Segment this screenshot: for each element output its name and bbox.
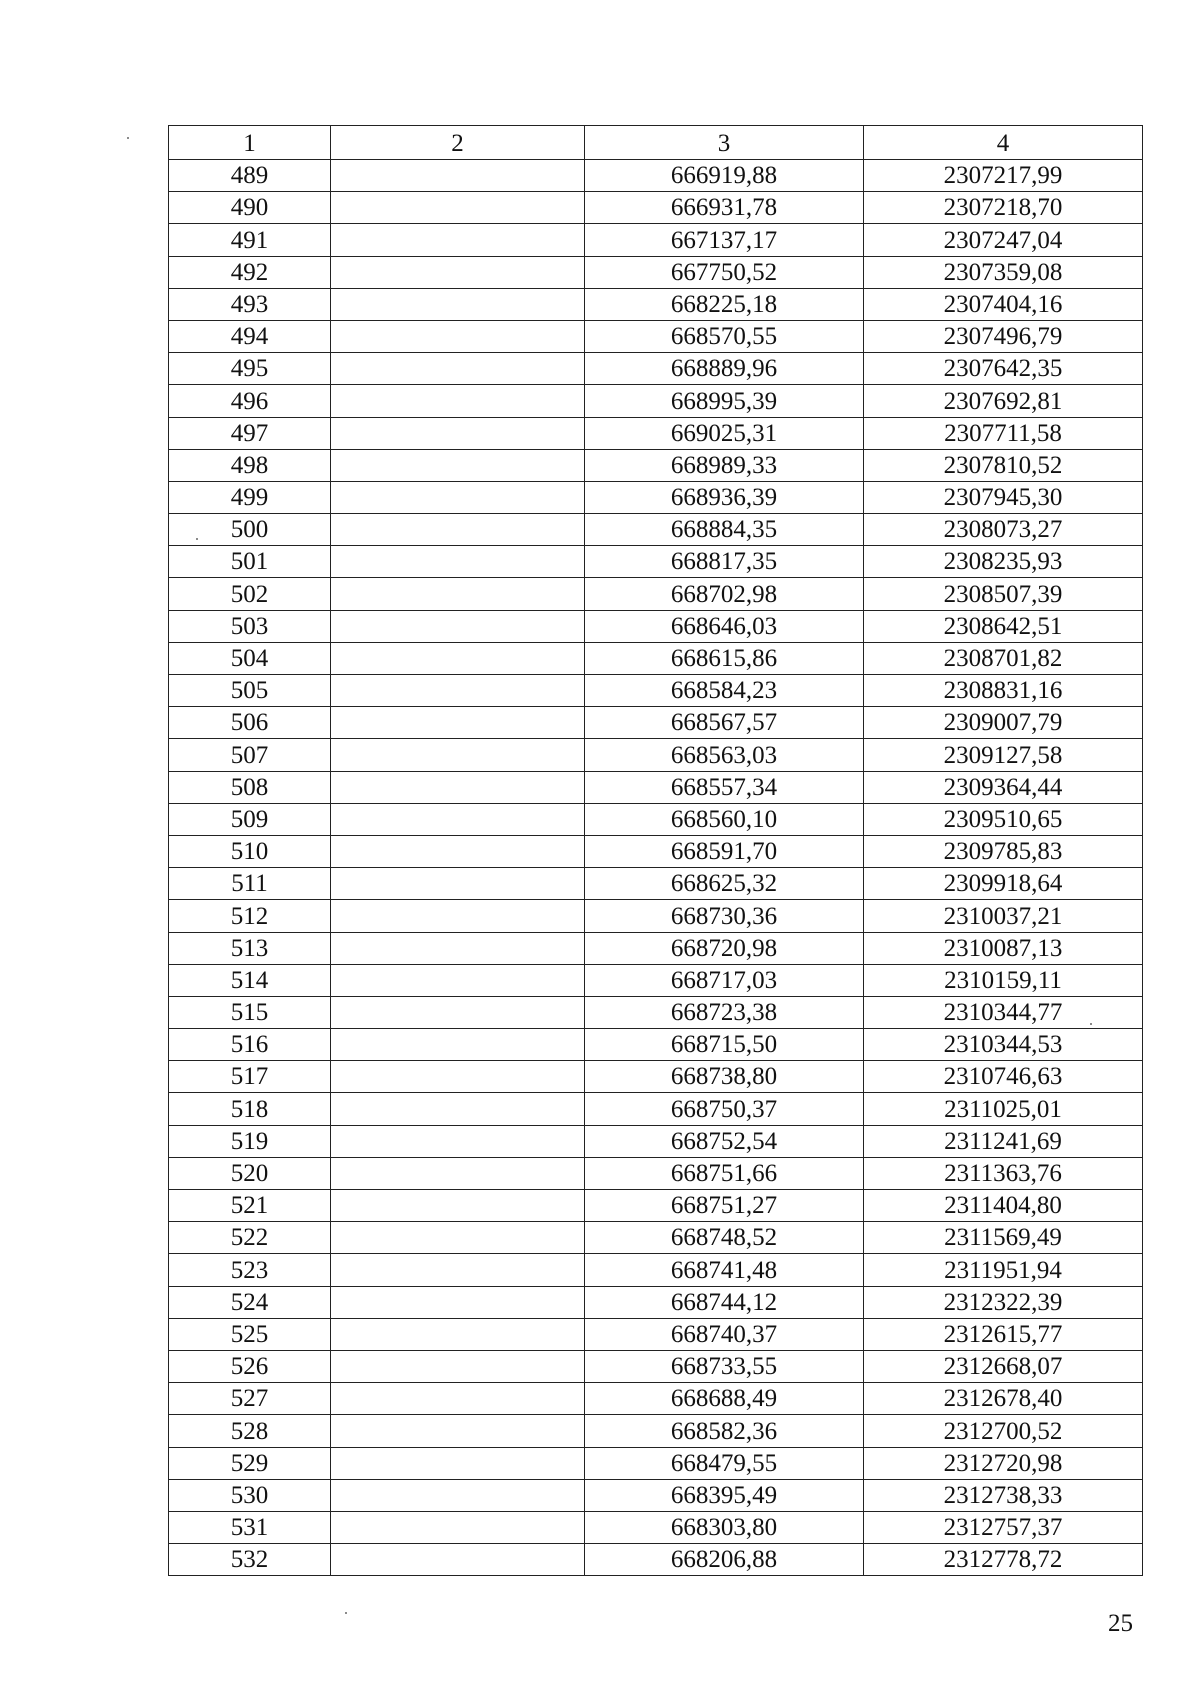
point-number-cell: 517 xyxy=(169,1061,331,1093)
y-coordinate-cell: 2312678,40 xyxy=(864,1383,1143,1415)
column-2-cell xyxy=(331,1093,585,1125)
table-row xyxy=(169,1383,1143,1415)
point-number-cell: 493 xyxy=(169,288,331,320)
column-2-cell xyxy=(331,1511,585,1543)
column-2-cell xyxy=(331,803,585,835)
table-row xyxy=(169,610,1143,642)
table-row xyxy=(169,803,1143,835)
point-number-cell: 499 xyxy=(169,481,331,513)
column-2-cell xyxy=(331,385,585,417)
point-number-cell: 521 xyxy=(169,1190,331,1222)
x-coordinate-cell: 668730,36 xyxy=(585,900,864,932)
y-coordinate-cell: 2311363,76 xyxy=(864,1157,1143,1189)
column-2-cell xyxy=(331,1479,585,1511)
point-number-cell: 494 xyxy=(169,320,331,352)
column-2-cell xyxy=(331,642,585,674)
x-coordinate-cell: 668479,55 xyxy=(585,1447,864,1479)
column-2-cell xyxy=(331,1286,585,1318)
x-coordinate-cell: 668395,49 xyxy=(585,1479,864,1511)
y-coordinate-cell: 2312322,39 xyxy=(864,1286,1143,1318)
table-row xyxy=(169,900,1143,932)
point-number-cell: 489 xyxy=(169,160,331,192)
point-number-cell: 509 xyxy=(169,803,331,835)
column-2-cell xyxy=(331,320,585,352)
x-coordinate-cell: 668889,96 xyxy=(585,353,864,385)
y-coordinate-cell: 2307642,35 xyxy=(864,353,1143,385)
table-row xyxy=(169,1061,1143,1093)
y-coordinate-cell: 2309918,64 xyxy=(864,868,1143,900)
column-header-4: 4 xyxy=(864,126,1143,160)
point-number-cell: 525 xyxy=(169,1318,331,1350)
column-2-cell xyxy=(331,1157,585,1189)
y-coordinate-cell: 2308073,27 xyxy=(864,514,1143,546)
x-coordinate-cell: 668751,27 xyxy=(585,1190,864,1222)
table-row xyxy=(169,385,1143,417)
point-number-cell: 496 xyxy=(169,385,331,417)
table-row xyxy=(169,1190,1143,1222)
table-row xyxy=(169,707,1143,739)
table-row xyxy=(169,1286,1143,1318)
scan-speck xyxy=(1090,1023,1092,1025)
column-2-cell xyxy=(331,675,585,707)
page-number: 25 xyxy=(1108,1610,1133,1637)
table-row xyxy=(169,192,1143,224)
y-coordinate-cell: 2310159,11 xyxy=(864,964,1143,996)
table-row xyxy=(169,1318,1143,1350)
point-number-cell: 512 xyxy=(169,900,331,932)
table-row xyxy=(169,1157,1143,1189)
table-row xyxy=(169,1029,1143,1061)
point-number-cell: 513 xyxy=(169,932,331,964)
x-coordinate-cell: 669025,31 xyxy=(585,417,864,449)
column-2-cell xyxy=(331,1350,585,1382)
column-2-cell xyxy=(331,739,585,771)
point-number-cell: 498 xyxy=(169,449,331,481)
table-row xyxy=(169,1350,1143,1382)
y-coordinate-cell: 2307217,99 xyxy=(864,160,1143,192)
column-2-cell xyxy=(331,996,585,1028)
y-coordinate-cell: 2310344,77 xyxy=(864,996,1143,1028)
table-row xyxy=(169,1125,1143,1157)
x-coordinate-cell: 668733,55 xyxy=(585,1350,864,1382)
scan-speck xyxy=(345,1612,347,1614)
table-row xyxy=(169,771,1143,803)
x-coordinate-cell: 668752,54 xyxy=(585,1125,864,1157)
x-coordinate-cell: 668995,39 xyxy=(585,385,864,417)
y-coordinate-cell: 2312720,98 xyxy=(864,1447,1143,1479)
x-coordinate-cell: 668717,03 xyxy=(585,964,864,996)
point-number-cell: 532 xyxy=(169,1544,331,1576)
y-coordinate-cell: 2309510,65 xyxy=(864,803,1143,835)
x-coordinate-cell: 668738,80 xyxy=(585,1061,864,1093)
column-2-cell xyxy=(331,224,585,256)
point-number-cell: 500 xyxy=(169,514,331,546)
x-coordinate-cell: 668740,37 xyxy=(585,1318,864,1350)
column-2-cell xyxy=(331,900,585,932)
x-coordinate-cell: 668817,35 xyxy=(585,546,864,578)
table-header-row xyxy=(169,126,1143,160)
column-2-cell xyxy=(331,449,585,481)
column-header-3: 3 xyxy=(585,126,864,160)
x-coordinate-cell: 668723,38 xyxy=(585,996,864,1028)
table-row xyxy=(169,1479,1143,1511)
x-coordinate-cell: 668989,33 xyxy=(585,449,864,481)
y-coordinate-cell: 2307404,16 xyxy=(864,288,1143,320)
column-2-cell xyxy=(331,192,585,224)
column-2-cell xyxy=(331,835,585,867)
table-body xyxy=(169,160,1143,1576)
y-coordinate-cell: 2308507,39 xyxy=(864,578,1143,610)
y-coordinate-cell: 2307692,81 xyxy=(864,385,1143,417)
point-number-cell: 515 xyxy=(169,996,331,1028)
point-number-cell: 503 xyxy=(169,610,331,642)
x-coordinate-cell: 668702,98 xyxy=(585,578,864,610)
column-2-cell xyxy=(331,707,585,739)
y-coordinate-cell: 2310746,63 xyxy=(864,1061,1143,1093)
x-coordinate-cell: 666919,88 xyxy=(585,160,864,192)
point-number-cell: 516 xyxy=(169,1029,331,1061)
y-coordinate-cell: 2307711,58 xyxy=(864,417,1143,449)
x-coordinate-cell: 668936,39 xyxy=(585,481,864,513)
column-2-cell xyxy=(331,1029,585,1061)
point-number-cell: 495 xyxy=(169,353,331,385)
x-coordinate-cell: 668748,52 xyxy=(585,1222,864,1254)
column-2-cell xyxy=(331,932,585,964)
column-2-cell xyxy=(331,1544,585,1576)
table-row xyxy=(169,224,1143,256)
x-coordinate-cell: 668303,80 xyxy=(585,1511,864,1543)
y-coordinate-cell: 2307945,30 xyxy=(864,481,1143,513)
table-row xyxy=(169,256,1143,288)
point-number-cell: 491 xyxy=(169,224,331,256)
point-number-cell: 531 xyxy=(169,1511,331,1543)
x-coordinate-cell: 668741,48 xyxy=(585,1254,864,1286)
table-row xyxy=(169,1447,1143,1479)
column-2-cell xyxy=(331,481,585,513)
point-number-cell: 507 xyxy=(169,739,331,771)
column-2-cell xyxy=(331,256,585,288)
y-coordinate-cell: 2312615,77 xyxy=(864,1318,1143,1350)
point-number-cell: 527 xyxy=(169,1383,331,1415)
y-coordinate-cell: 2309364,44 xyxy=(864,771,1143,803)
y-coordinate-cell: 2307496,79 xyxy=(864,320,1143,352)
column-2-cell xyxy=(331,771,585,803)
table-row xyxy=(169,1511,1143,1543)
x-coordinate-cell: 667750,52 xyxy=(585,256,864,288)
x-coordinate-cell: 668570,55 xyxy=(585,320,864,352)
x-coordinate-cell: 668557,34 xyxy=(585,771,864,803)
x-coordinate-cell: 668591,70 xyxy=(585,835,864,867)
y-coordinate-cell: 2307359,08 xyxy=(864,256,1143,288)
x-coordinate-cell: 668625,32 xyxy=(585,868,864,900)
column-2-cell xyxy=(331,1125,585,1157)
x-coordinate-cell: 668584,23 xyxy=(585,675,864,707)
column-2-cell xyxy=(331,1447,585,1479)
y-coordinate-cell: 2311404,80 xyxy=(864,1190,1143,1222)
column-2-cell xyxy=(331,160,585,192)
point-number-cell: 522 xyxy=(169,1222,331,1254)
x-coordinate-cell: 668715,50 xyxy=(585,1029,864,1061)
table-row xyxy=(169,1415,1143,1447)
point-number-cell: 502 xyxy=(169,578,331,610)
x-coordinate-cell: 668225,18 xyxy=(585,288,864,320)
point-number-cell: 518 xyxy=(169,1093,331,1125)
column-2-cell xyxy=(331,288,585,320)
table-row xyxy=(169,642,1143,674)
y-coordinate-cell: 2311241,69 xyxy=(864,1125,1143,1157)
column-2-cell xyxy=(331,868,585,900)
x-coordinate-cell: 668720,98 xyxy=(585,932,864,964)
table-row xyxy=(169,1222,1143,1254)
x-coordinate-cell: 668646,03 xyxy=(585,610,864,642)
point-number-cell: 497 xyxy=(169,417,331,449)
point-number-cell: 528 xyxy=(169,1415,331,1447)
coordinates-table xyxy=(168,125,1143,1576)
column-2-cell xyxy=(331,578,585,610)
table-row xyxy=(169,353,1143,385)
column-2-cell xyxy=(331,1318,585,1350)
table-row xyxy=(169,1544,1143,1576)
y-coordinate-cell: 2310344,53 xyxy=(864,1029,1143,1061)
y-coordinate-cell: 2311025,01 xyxy=(864,1093,1143,1125)
y-coordinate-cell: 2309127,58 xyxy=(864,739,1143,771)
table-row xyxy=(169,320,1143,352)
x-coordinate-cell: 667137,17 xyxy=(585,224,864,256)
x-coordinate-cell: 668688,49 xyxy=(585,1383,864,1415)
y-coordinate-cell: 2309007,79 xyxy=(864,707,1143,739)
point-number-cell: 490 xyxy=(169,192,331,224)
scan-speck xyxy=(127,137,129,139)
table-row xyxy=(169,739,1143,771)
column-2-cell xyxy=(331,610,585,642)
x-coordinate-cell: 668884,35 xyxy=(585,514,864,546)
column-2-cell xyxy=(331,1415,585,1447)
x-coordinate-cell: 668615,86 xyxy=(585,642,864,674)
y-coordinate-cell: 2308235,93 xyxy=(864,546,1143,578)
y-coordinate-cell: 2308701,82 xyxy=(864,642,1143,674)
point-number-cell: 514 xyxy=(169,964,331,996)
point-number-cell: 508 xyxy=(169,771,331,803)
table-row xyxy=(169,578,1143,610)
y-coordinate-cell: 2311569,49 xyxy=(864,1222,1143,1254)
y-coordinate-cell: 2312668,07 xyxy=(864,1350,1143,1382)
point-number-cell: 530 xyxy=(169,1479,331,1511)
table-row xyxy=(169,160,1143,192)
y-coordinate-cell: 2312757,37 xyxy=(864,1511,1143,1543)
y-coordinate-cell: 2312778,72 xyxy=(864,1544,1143,1576)
table-row xyxy=(169,449,1143,481)
point-number-cell: 501 xyxy=(169,546,331,578)
column-2-cell xyxy=(331,514,585,546)
point-number-cell: 529 xyxy=(169,1447,331,1479)
column-header-2: 2 xyxy=(331,126,585,160)
column-2-cell xyxy=(331,417,585,449)
y-coordinate-cell: 2307810,52 xyxy=(864,449,1143,481)
y-coordinate-cell: 2309785,83 xyxy=(864,835,1143,867)
x-coordinate-cell: 668206,88 xyxy=(585,1544,864,1576)
point-number-cell: 510 xyxy=(169,835,331,867)
point-number-cell: 506 xyxy=(169,707,331,739)
table-row xyxy=(169,1093,1143,1125)
column-2-cell xyxy=(331,1222,585,1254)
point-number-cell: 504 xyxy=(169,642,331,674)
x-coordinate-cell: 668560,10 xyxy=(585,803,864,835)
column-2-cell xyxy=(331,353,585,385)
column-2-cell xyxy=(331,1190,585,1222)
table-row xyxy=(169,514,1143,546)
point-number-cell: 520 xyxy=(169,1157,331,1189)
table-row xyxy=(169,288,1143,320)
table-row xyxy=(169,835,1143,867)
table-row xyxy=(169,996,1143,1028)
table-row xyxy=(169,546,1143,578)
y-coordinate-cell: 2312738,33 xyxy=(864,1479,1143,1511)
y-coordinate-cell: 2308831,16 xyxy=(864,675,1143,707)
x-coordinate-cell: 668750,37 xyxy=(585,1093,864,1125)
x-coordinate-cell: 668582,36 xyxy=(585,1415,864,1447)
point-number-cell: 492 xyxy=(169,256,331,288)
y-coordinate-cell: 2311951,94 xyxy=(864,1254,1143,1286)
y-coordinate-cell: 2308642,51 xyxy=(864,610,1143,642)
table-row xyxy=(169,868,1143,900)
y-coordinate-cell: 2307218,70 xyxy=(864,192,1143,224)
column-2-cell xyxy=(331,1254,585,1286)
x-coordinate-cell: 668751,66 xyxy=(585,1157,864,1189)
table-row xyxy=(169,417,1143,449)
y-coordinate-cell: 2312700,52 xyxy=(864,1415,1143,1447)
point-number-cell: 519 xyxy=(169,1125,331,1157)
table-row xyxy=(169,1254,1143,1286)
table-row xyxy=(169,964,1143,996)
y-coordinate-cell: 2310087,13 xyxy=(864,932,1143,964)
column-2-cell xyxy=(331,964,585,996)
point-number-cell: 523 xyxy=(169,1254,331,1286)
point-number-cell: 526 xyxy=(169,1350,331,1382)
column-header-1: 1 xyxy=(169,126,331,160)
x-coordinate-cell: 668744,12 xyxy=(585,1286,864,1318)
table-row xyxy=(169,932,1143,964)
x-coordinate-cell: 668563,03 xyxy=(585,739,864,771)
table-row xyxy=(169,675,1143,707)
table-row xyxy=(169,481,1143,513)
column-2-cell xyxy=(331,546,585,578)
scan-speck xyxy=(196,538,198,540)
x-coordinate-cell: 668567,57 xyxy=(585,707,864,739)
point-number-cell: 505 xyxy=(169,675,331,707)
column-2-cell xyxy=(331,1061,585,1093)
y-coordinate-cell: 2310037,21 xyxy=(864,900,1143,932)
x-coordinate-cell: 666931,78 xyxy=(585,192,864,224)
y-coordinate-cell: 2307247,04 xyxy=(864,224,1143,256)
column-2-cell xyxy=(331,1383,585,1415)
point-number-cell: 511 xyxy=(169,868,331,900)
point-number-cell: 524 xyxy=(169,1286,331,1318)
